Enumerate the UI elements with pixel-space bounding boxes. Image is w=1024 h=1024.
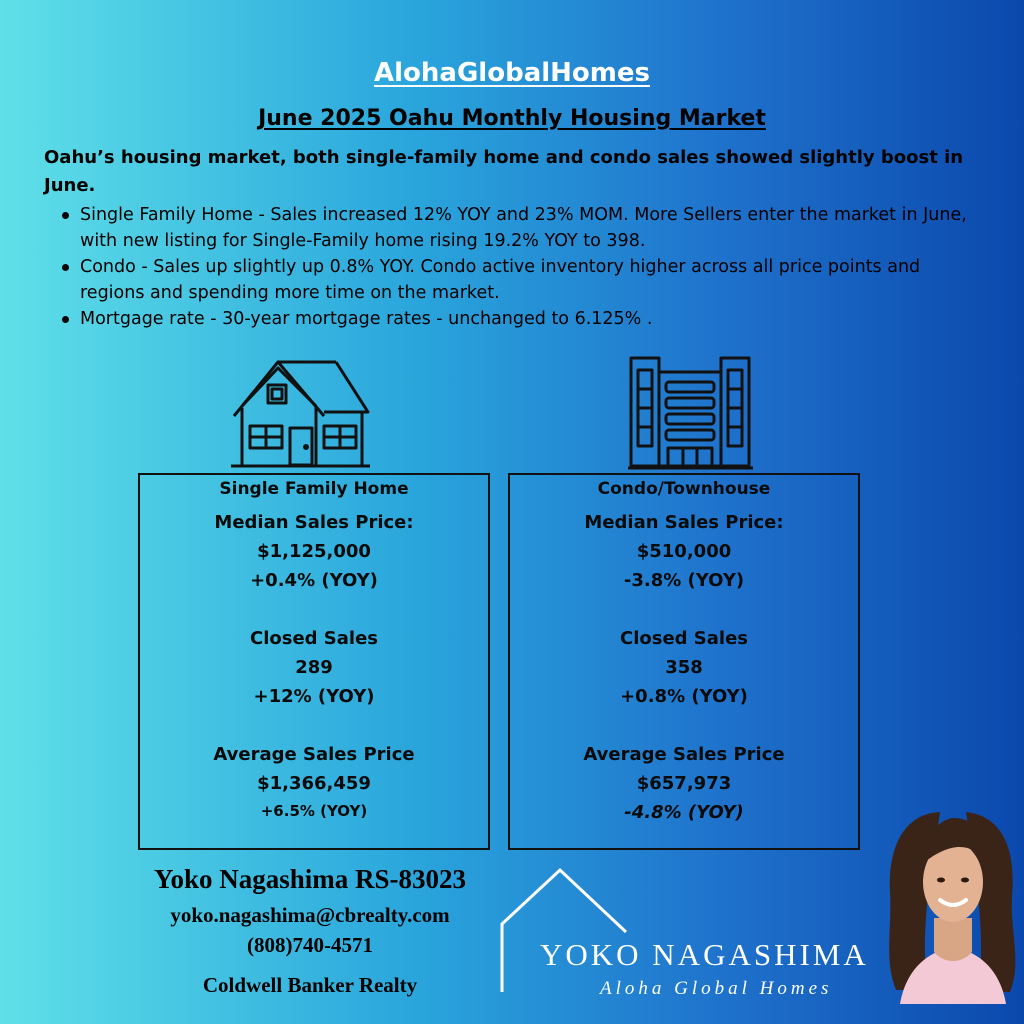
condo-card [508,473,860,850]
agent-contact [100,862,520,1000]
bullet-single-family: Single Family Home - Sales increased 12% YOY and 23% MOM. More Sellers enter the market in June, with new listing for Single-Family home rising 19.2% YOY to 398. [60,202,980,254]
agent-photo [882,800,1024,1004]
condo-median-label: Median Sales Price: [584,512,784,533]
agent-name: Yoko Nagashima RS-83023 [153,864,467,894]
sf-closed-value: 289 [295,657,333,678]
house-icon [228,358,373,473]
sf-average-change: +6.5% (YOY) [260,802,368,820]
page-headline: June 2025 Oahu Monthly Housing Market [258,106,766,131]
bullet-condo: Condo - Sales up slightly up 0.8% YOY. Condo active inventory higher across all price points and regions and spending more time on the market. [60,254,980,306]
logo-name: YOKO NAGASHIMA [540,937,869,972]
sf-average-label: Average Sales Price [213,744,415,765]
intro-text: Oahu’s housing market, both single-family home and condo sales showed slightly boost in June. [44,147,964,196]
bullet-list [60,202,980,332]
sf-closed-label: Closed Sales [249,628,379,649]
bullet-mortgage: Mortgage rate - 30-year mortgage rates - unchanged to 6.125% . [60,306,980,332]
condo-title: Condo/Townhouse [597,479,771,499]
condo-median-change: -3.8% (YOY) [623,570,745,591]
agent-phone[interactable]: (808)740-4571 [247,933,373,957]
sf-closed-change: +12% (YOY) [253,686,375,707]
brand-title: AlohaGlobalHomes [374,58,650,88]
single-family-card [138,473,490,850]
single-family-title: Single Family Home [219,479,409,499]
condo-average-change: -4.8% (YOY) [624,802,744,823]
logo-tagline: Aloha Global Homes [600,978,833,999]
agent-company: Coldwell Banker Realty [202,973,418,997]
condo-average-value: $657,973 [636,773,732,794]
sf-average-value: $1,366,459 [257,773,371,794]
condo-closed-change: +0.8% (YOY) [620,686,748,707]
condo-building-icon [628,354,753,472]
condo-closed-label: Closed Sales [619,628,749,649]
agent-email[interactable]: yoko.nagashima@cbrealty.com [170,903,450,927]
condo-average-label: Average Sales Price [583,744,785,765]
sf-median-value: $1,125,000 [257,541,371,562]
sf-median-change: +0.4% (YOY) [250,570,378,591]
condo-median-value: $510,000 [636,541,732,562]
condo-closed-value: 358 [665,657,703,678]
sf-median-label: Median Sales Price: [214,512,414,533]
